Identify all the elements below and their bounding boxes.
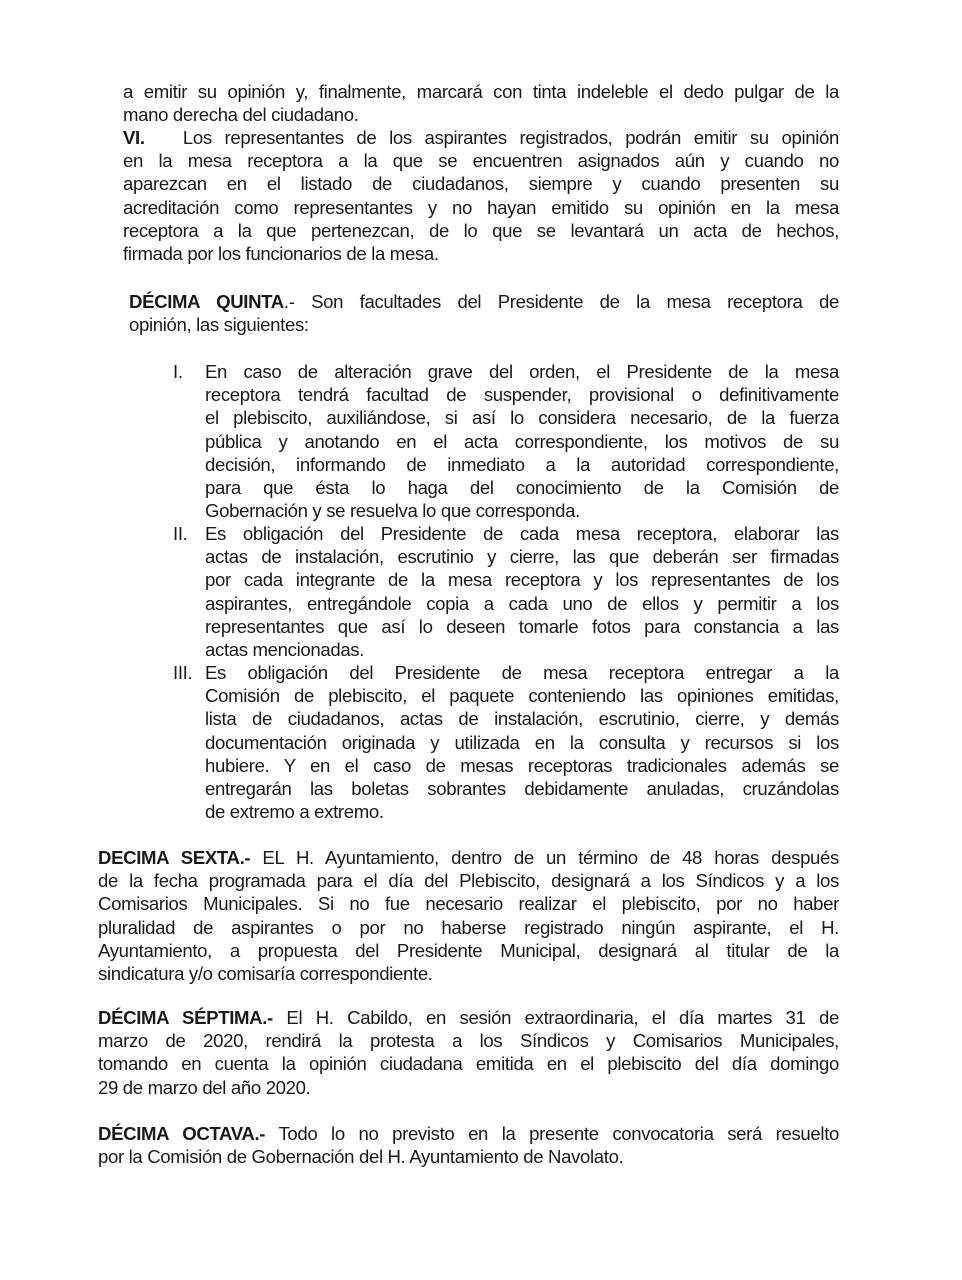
item-number: I. <box>173 361 183 382</box>
clause-heading: DÉCIMA SÉPTIMA.- <box>98 1007 273 1028</box>
text-line: pública y anotando en el acta correspondiente, los motivos de su <box>205 430 839 452</box>
text-line <box>129 290 839 313</box>
text-line: Gobernación y se resuelva lo que corresponda. <box>205 500 580 522</box>
text-line: por la Comisión de Gobernación del H. Ayuntamiento de Navolato. <box>98 1146 624 1168</box>
text-line: aspirantes, entregándole copia a cada uno de ellos y permitir a los <box>205 592 839 614</box>
intro-paragraph <box>123 80 839 126</box>
text-line: Es obligación del Presidente de cada mesa receptora, elaborar las <box>205 523 839 544</box>
text-line: opinión, las siguientes: <box>129 314 309 336</box>
item-vi <box>123 126 839 265</box>
text-line: Comisión de plebiscito, el paquete conteniendo las opiniones emitidas, <box>205 685 839 707</box>
text-line: para que ésta lo haga del conocimiento de la Comisión de <box>205 476 839 498</box>
text-line: de extremo a extremo. <box>205 801 384 823</box>
text-line <box>98 1122 839 1145</box>
text-line: entregarán las boletas sobrantes debidamente anuladas, cruzándolas <box>205 777 839 799</box>
text-line: lista de ciudadanos, actas de instalación, escrutinio, cierre, y demás <box>205 708 839 730</box>
text-line: acreditación como representantes y no hayan emitido su opinión en la mesa <box>123 196 839 218</box>
text-line: Es obligación del Presidente de mesa receptora entregar a la <box>205 662 839 683</box>
text-line: por cada integrante de la mesa receptora y los representantes de los <box>205 569 839 591</box>
text-line <box>98 846 839 869</box>
text-line: marzo de 2020, rendirá la protesta a los Síndicos y Comisarios Municipales, <box>98 1030 839 1052</box>
text-line: decisión, informando de inmediato a la autoridad correspondiente, <box>205 453 839 475</box>
text-line: documentación originada y utilizada en la consulta y recursos si los <box>205 731 839 753</box>
item-first-line: Los representantes de los aspirantes registrados, podrán emitir su opinión <box>182 127 839 148</box>
clause-heading: DÉCIMA OCTAVA.- <box>98 1123 266 1144</box>
text-line: hubiere. Y en el caso de mesas receptoras tradicionales además se <box>205 754 839 776</box>
clause-first-line: EL H. Ayuntamiento, dentro de un término de 48 horas después <box>262 847 839 868</box>
text-line: de la fecha programada para el día del Plebiscito, designará a los Síndicos y a los <box>98 870 839 892</box>
text-line: Ayuntamiento, a propuesta del Presidente Municipal, designará al titular de la <box>98 939 839 961</box>
text-line: receptora tendrá facultad de suspender, provisional o definitivamente <box>205 384 839 406</box>
text-line <box>98 1006 839 1029</box>
clause-decima-sexta <box>98 846 839 985</box>
text-line: aparezcan en el listado de ciudadanos, siempre y cuando presenten su <box>123 173 839 195</box>
clause-decima-quinta <box>129 290 839 336</box>
clause-decima-septima <box>98 1006 839 1099</box>
text-line: firmada por los funcionarios de la mesa. <box>123 242 439 264</box>
item-number: III. <box>173 662 193 683</box>
clause-heading: DÉCIMA QUINTA <box>129 291 284 312</box>
clause-decima-octava <box>98 1122 839 1168</box>
text-line <box>123 126 839 149</box>
text-line: actas de instalación, escrutinio y cierre, las que deberán ser firmadas <box>205 546 839 568</box>
item-number: VI. <box>123 127 145 148</box>
text-line: en la mesa receptora a la que se encuentren asignados aún y cuando no <box>123 150 839 172</box>
text-line: actas mencionadas. <box>205 638 365 660</box>
text-line: pluralidad de aspirantes o por no haberse registrado ningún aspirante, el H. <box>98 916 839 938</box>
text-line: representantes que así lo deseen tomarle fotos para constancia a las <box>205 615 839 637</box>
text-line: 29 de marzo del año 2020. <box>98 1076 311 1098</box>
clause-first-line: Son facultades del Presidente de la mesa receptora de <box>311 291 840 312</box>
clause-separator: .- <box>283 291 295 312</box>
item-number: II. <box>173 523 188 544</box>
clause-first-line: El H. Cabildo, en sesión extraordinaria, el día martes 31 de <box>286 1007 839 1028</box>
text-line: receptora a la que pertenezcan, de lo que se levantará un acta de hechos, <box>123 219 839 241</box>
clause-heading: DECIMA SEXTA.- <box>98 847 251 868</box>
text-line: a emitir su opinión y, finalmente, marcará con tinta indeleble el dedo pulgar de la <box>123 81 839 102</box>
text-line: En caso de alteración grave del orden, el Presidente de la mesa <box>205 361 839 382</box>
text-line: sindicatura y/o comisaría correspondiente. <box>98 962 433 984</box>
text-line: Comisarios Municipales. Si no fue necesario realizar el plebiscito, por no haber <box>98 893 839 915</box>
clause-first-line: Todo lo no previsto en la presente convocatoria será resuelto <box>278 1123 840 1144</box>
text-line: el plebiscito, auxiliándose, si así lo considera necesario, de la fuerza <box>205 407 839 429</box>
text-line: mano derecha del ciudadano. <box>123 104 359 126</box>
text-line: tomando en cuenta la opinión ciudadana emitida en el plebiscito del día domingo <box>98 1053 839 1075</box>
